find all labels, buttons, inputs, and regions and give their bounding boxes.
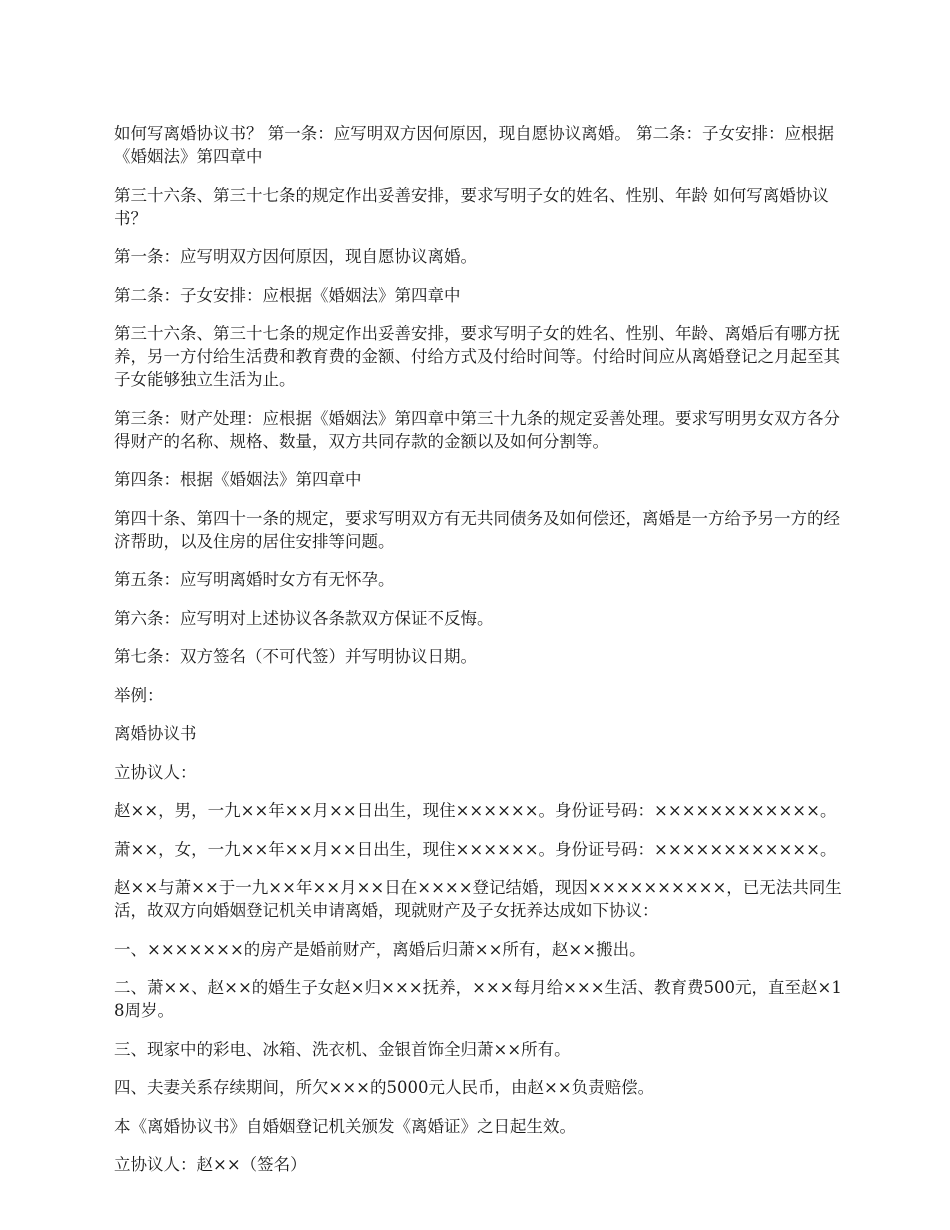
document-body (114, 122, 842, 1192)
paragraph-article-6: 第六条：应写明对上述协议各条款双方保证不反悔。 (114, 608, 494, 628)
paragraph-article-4: 第四条：根据《婚姻法》第四章中 (114, 470, 362, 489)
paragraph-party-xiao: 萧××，女，一九××年××月××日出生，现住××××××。身份证号码：××××××××××××。 (114, 839, 837, 859)
paragraph-intro-continued: 第三十六条、第三十七条的规定作出妥善安排，要求写明子女的姓名、性别、年龄 如何写离婚协议书？ (114, 185, 829, 228)
paragraph-clause-2: 二、萧××、赵××的婚生子女赵×归×××抚养，×××每月给×××生活、教育费500元，直至赵×18周岁。 (114, 978, 842, 1020)
paragraph-background: 赵××与萧××于一九××年××月××日在××××登记结婚，现因××××××××××，已无法共同生活，故双方向婚姻登记机关申请离婚，现就财产及子女抚养达成如下协议： (114, 878, 842, 920)
paragraph-article-1: 第一条：应写明双方因何原因，现自愿协议离婚。 (114, 247, 477, 266)
paragraph-article-3: 第三条：财产处理：应根据《婚姻法》第四章中第三十九条的规定妥善处理。要求写明男女双方各分得财产的名称、规格、数量，双方共同存款的金额以及如何分割等。 (114, 408, 840, 451)
paragraph-effective: 本《离婚协议书》自婚姻登记机关颁发《离婚证》之日起生效。 (114, 1116, 576, 1136)
paragraph-article-5: 第五条：应写明离婚时女方有无怀孕。 (114, 570, 395, 589)
paragraph-parties-label: 立协议人： (114, 762, 197, 782)
paragraph-signature: 立协议人：赵××（签名） (114, 1155, 307, 1174)
paragraph-article-7: 第七条：双方签名（不可代签）并写明协议日期。 (114, 647, 477, 666)
paragraph-article-2-detail: 第三十六条、第三十七条的规定作出妥善安排，要求写明子女的姓名、性别、年龄、离婚后有哪方抚养，另一方付给生活费和教育费的金额、付给方式及付给时间等。付给时间应从离婚登记之月起至其子女能够独立生活为止。 (114, 324, 840, 389)
paragraph-intro: 如何写离婚协议书？ 第一条：应写明双方因何原因，现自愿协议离婚。 第二条：子女安排：应根据《婚姻法》第四章中 (114, 124, 834, 166)
paragraph-party-zhao: 赵××，男，一九××年××月××日出生，现住××××××。身份证号码：××××××××××××。 (114, 801, 837, 820)
paragraph-clause-1: 一、×××××××的房产是婚前财产，离婚后归萧××所有，赵××搬出。 (114, 939, 646, 959)
paragraph-example-label: 举例： (114, 685, 164, 705)
paragraph-clause-4: 四、夫妻关系存续期间，所欠×××的5000元人民币，由赵××负责赔偿。 (114, 1078, 655, 1097)
paragraph-article-2: 第二条：子女安排：应根据《婚姻法》第四章中 (114, 285, 461, 305)
paragraph-agreement-title: 离婚协议书 (114, 724, 197, 743)
paragraph-clause-3: 三、现家中的彩电、冰箱、洗衣机、金银首饰全归萧××所有。 (114, 1039, 571, 1059)
paragraph-article-4-detail: 第四十条、第四十一条的规定，要求写明双方有无共同债务及如何偿还，离婚是一方给予另一方的经济帮助，以及住房的居住安排等问题。 (114, 508, 840, 551)
